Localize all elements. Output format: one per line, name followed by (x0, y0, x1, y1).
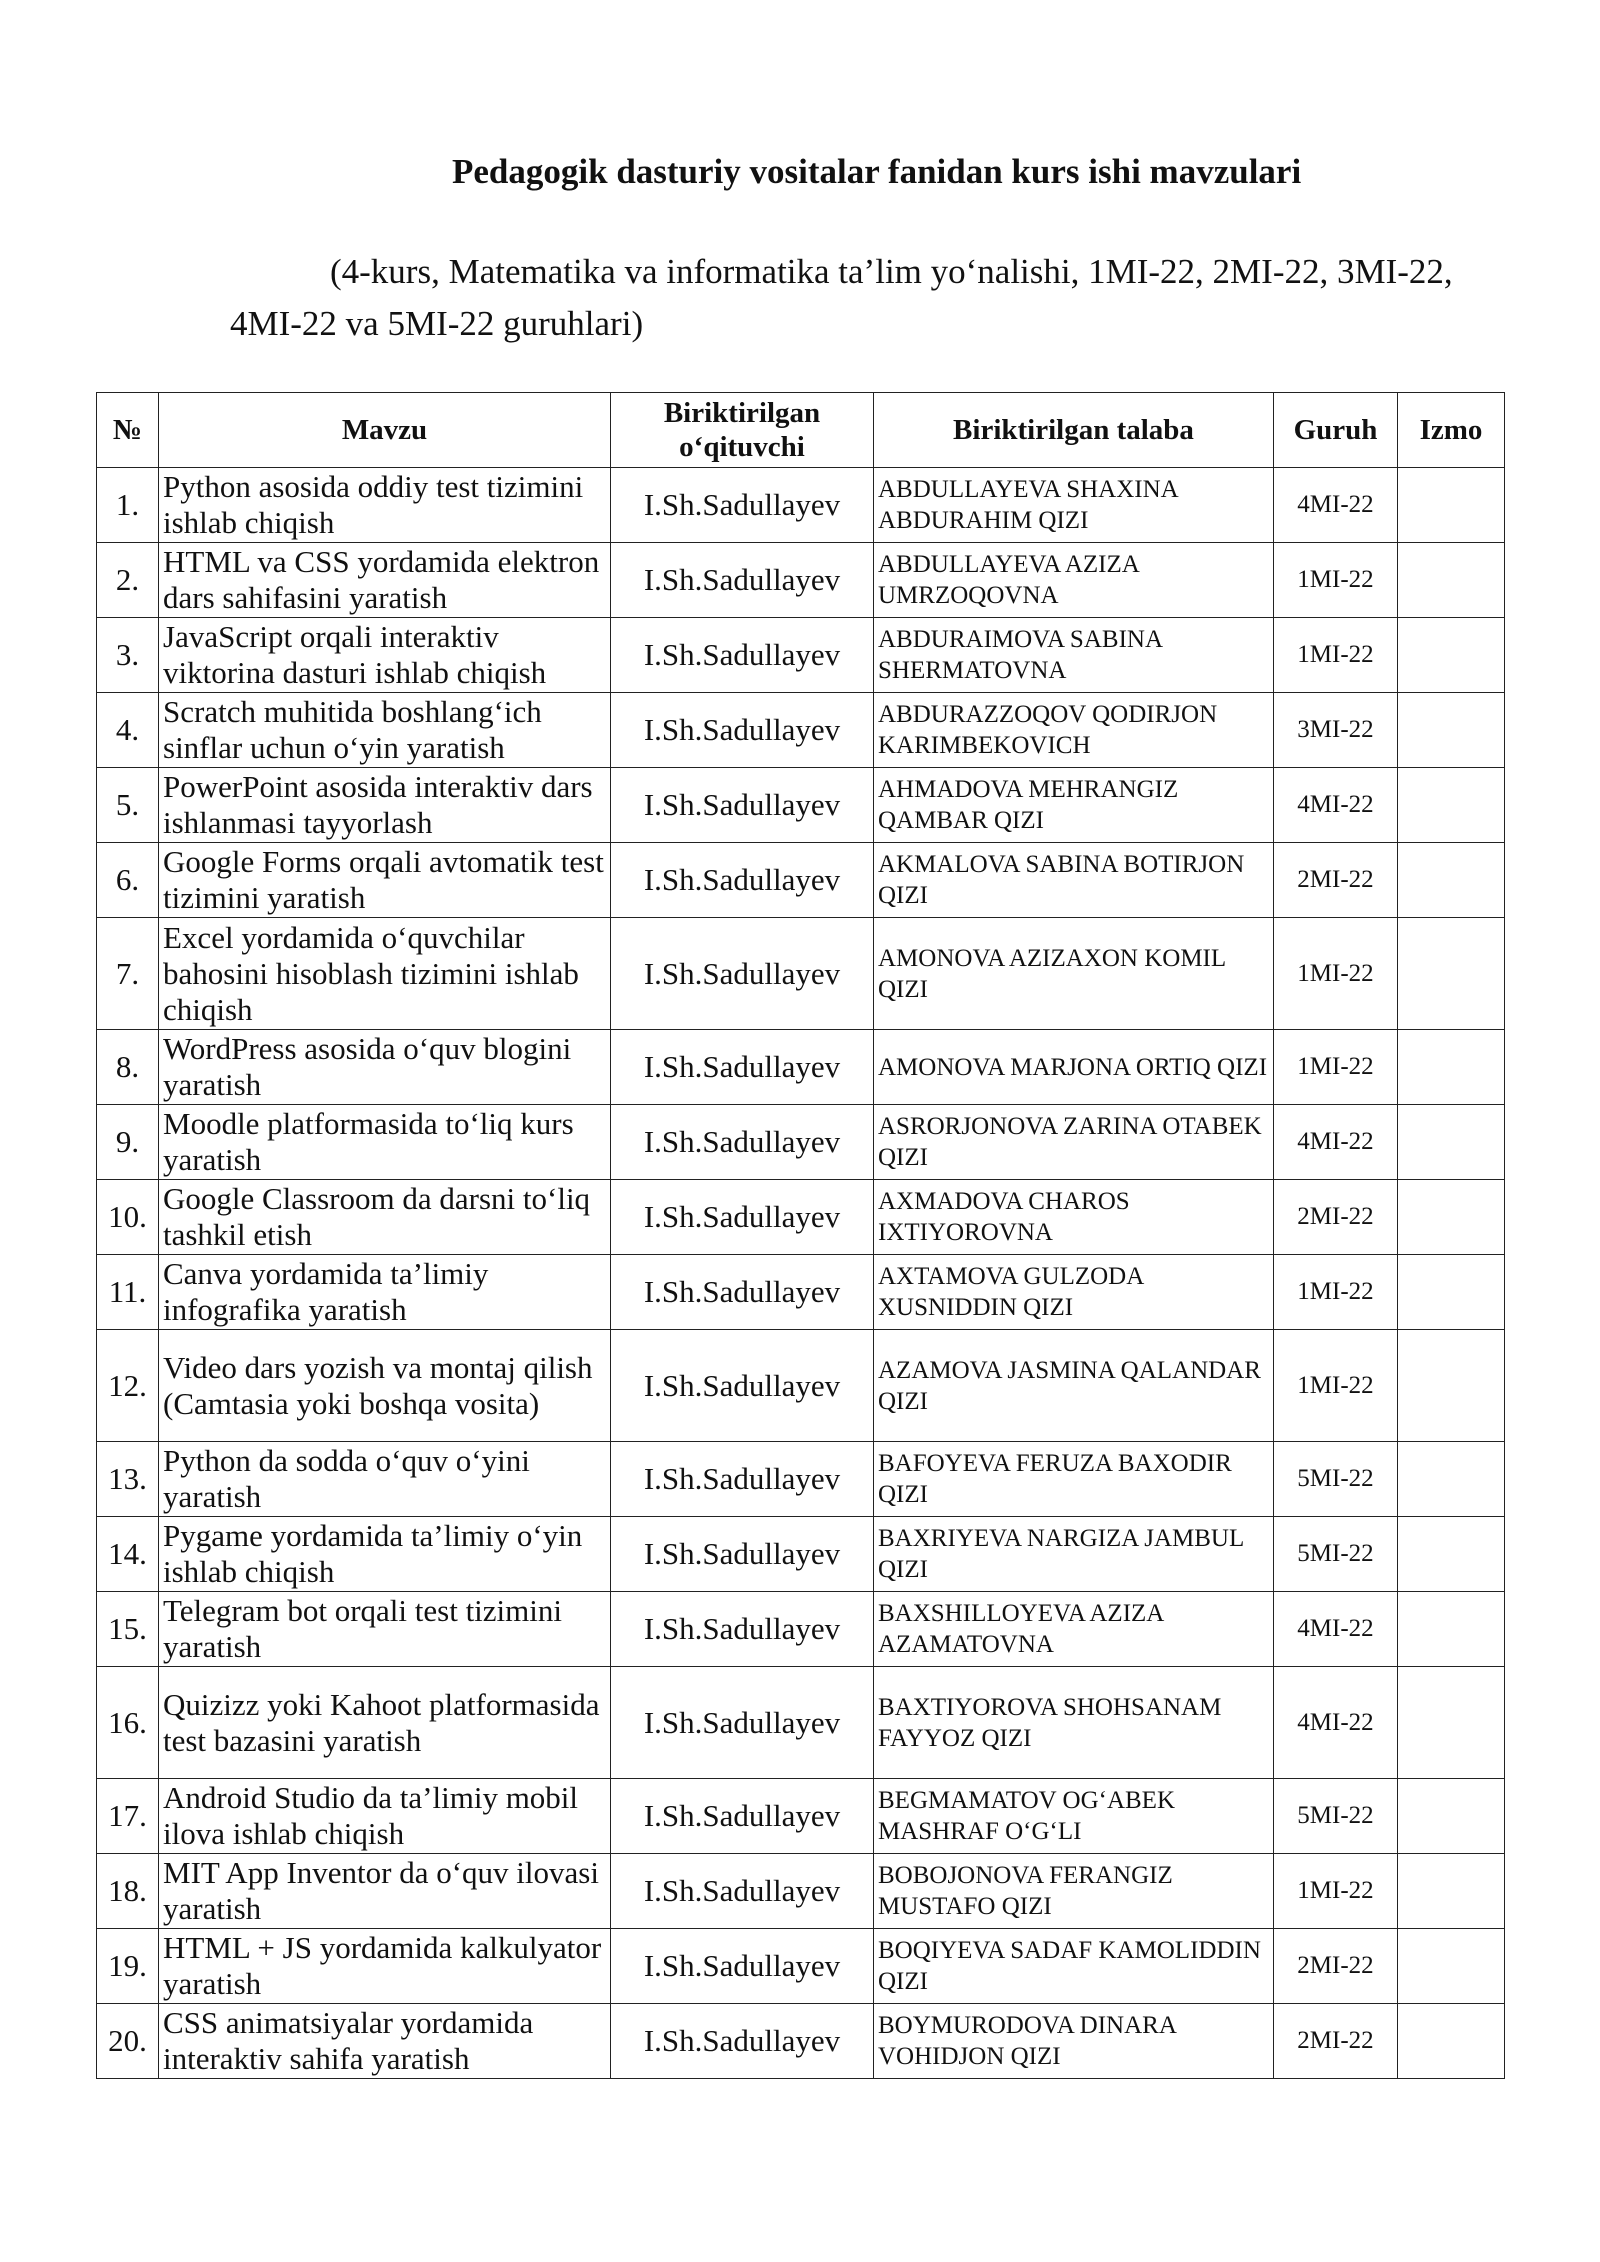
row-note (1398, 618, 1505, 693)
row-number: 4. (97, 693, 159, 768)
table-row (97, 1667, 1505, 1779)
row-number: 5. (97, 768, 159, 843)
row-note (1398, 1667, 1505, 1779)
table-row (97, 2004, 1505, 2079)
row-group: 2MI-22 (1274, 1180, 1398, 1255)
row-student: AMONOVA MARJONA ORTIQ QIZI (874, 1030, 1274, 1105)
row-group: 2MI-22 (1274, 843, 1398, 918)
row-group: 4MI-22 (1274, 468, 1398, 543)
row-group: 1MI-22 (1274, 1030, 1398, 1105)
row-topic: Telegram bot orqali test tizimini yaratish (159, 1592, 611, 1667)
row-note (1398, 1592, 1505, 1667)
row-teacher: I.Sh.Sadullayev (611, 1030, 874, 1105)
row-teacher: I.Sh.Sadullayev (611, 1854, 874, 1929)
row-number: 2. (97, 543, 159, 618)
topics-table (96, 392, 1505, 2079)
row-number: 15. (97, 1592, 159, 1667)
row-note (1398, 1330, 1505, 1442)
header-student: Biriktirilgan talaba (874, 393, 1274, 468)
table-row (97, 1105, 1505, 1180)
row-group: 4MI-22 (1274, 768, 1398, 843)
row-topic: Google Classroom da darsni to‘liq tashkil etish (159, 1180, 611, 1255)
row-group: 2MI-22 (1274, 1929, 1398, 2004)
row-note (1398, 468, 1505, 543)
row-teacher: I.Sh.Sadullayev (611, 1667, 874, 1779)
table-row (97, 1592, 1505, 1667)
row-number: 16. (97, 1667, 159, 1779)
row-topic: HTML + JS yordamida kalkulyator yaratish (159, 1929, 611, 2004)
header-topic: Mavzu (159, 393, 611, 468)
table-row (97, 1929, 1505, 2004)
row-student: BAXSHILLOYEVA AZIZA AZAMATOVNA (874, 1592, 1274, 1667)
row-group: 1MI-22 (1274, 918, 1398, 1030)
row-topic: HTML va CSS yordamida elektron dars sahifasini yaratish (159, 543, 611, 618)
row-number: 10. (97, 1180, 159, 1255)
row-teacher: I.Sh.Sadullayev (611, 1255, 874, 1330)
row-note (1398, 1105, 1505, 1180)
row-group: 4MI-22 (1274, 1105, 1398, 1180)
table-row (97, 693, 1505, 768)
row-note (1398, 1030, 1505, 1105)
table-row (97, 543, 1505, 618)
row-note (1398, 1180, 1505, 1255)
row-group: 4MI-22 (1274, 1592, 1398, 1667)
row-note (1398, 1929, 1505, 2004)
table-row (97, 1854, 1505, 1929)
row-group: 1MI-22 (1274, 543, 1398, 618)
row-teacher: I.Sh.Sadullayev (611, 1442, 874, 1517)
row-teacher: I.Sh.Sadullayev (611, 768, 874, 843)
row-note (1398, 543, 1505, 618)
row-group: 1MI-22 (1274, 1255, 1398, 1330)
row-teacher: I.Sh.Sadullayev (611, 1592, 874, 1667)
row-teacher: I.Sh.Sadullayev (611, 693, 874, 768)
row-teacher: I.Sh.Sadullayev (611, 918, 874, 1030)
row-number: 19. (97, 1929, 159, 2004)
table-row (97, 1442, 1505, 1517)
table-row (97, 1255, 1505, 1330)
row-topic: Google Forms orqali avtomatik test tizimini yaratish (159, 843, 611, 918)
row-number: 18. (97, 1854, 159, 1929)
header-num: № (97, 393, 159, 468)
row-teacher: I.Sh.Sadullayev (611, 1330, 874, 1442)
row-note (1398, 1255, 1505, 1330)
row-student: AXTAMOVA GULZODA XUSNIDDIN QIZI (874, 1255, 1274, 1330)
document-title: Pedagogik dasturiy vositalar fanidan kurs ishi mavzulari (452, 152, 1302, 191)
row-topic: JavaScript orqali interaktiv viktorina dasturi ishlab chiqish (159, 618, 611, 693)
row-student: ABDURAZZOQOV QODIRJON KARIMBEKOVICH (874, 693, 1274, 768)
table-row (97, 768, 1505, 843)
row-student: AZAMOVA JASMINA QALANDAR QIZI (874, 1330, 1274, 1442)
row-topic: Pygame yordamida ta’limiy o‘yin ishlab chiqish (159, 1517, 611, 1592)
table-row (97, 468, 1505, 543)
row-number: 8. (97, 1030, 159, 1105)
row-group: 4MI-22 (1274, 1667, 1398, 1779)
row-student: BOYMURODOVA DINARA VOHIDJON QIZI (874, 2004, 1274, 2079)
row-student: BAFOYEVA FERUZA BAXODIR QIZI (874, 1442, 1274, 1517)
row-number: 14. (97, 1517, 159, 1592)
row-number: 6. (97, 843, 159, 918)
row-topic: Android Studio da ta’limiy mobil ilova ishlab chiqish (159, 1779, 611, 1854)
header-teacher-line2: o‘qituvchi (679, 431, 805, 463)
table-row (97, 1517, 1505, 1592)
row-number: 3. (97, 618, 159, 693)
row-note (1398, 1517, 1505, 1592)
row-student: ASRORJONOVA ZARINA OTABEK QIZI (874, 1105, 1274, 1180)
row-number: 20. (97, 2004, 159, 2079)
row-student: AHMADOVA MEHRANGIZ QAMBAR QIZI (874, 768, 1274, 843)
row-teacher: I.Sh.Sadullayev (611, 1779, 874, 1854)
row-topic: PowerPoint asosida interaktiv dars ishlanmasi tayyorlash (159, 768, 611, 843)
row-student: AMONOVA AZIZAXON KOMIL QIZI (874, 918, 1274, 1030)
table-row (97, 918, 1505, 1030)
row-number: 1. (97, 468, 159, 543)
row-topic: Moodle platformasida to‘liq kurs yaratish (159, 1105, 611, 1180)
table-row (97, 1030, 1505, 1105)
row-student: AXMADOVA CHAROS IXTIYOROVNA (874, 1180, 1274, 1255)
row-student: ABDULLAYEVA SHAXINA ABDURAHIM QIZI (874, 468, 1274, 543)
row-teacher: I.Sh.Sadullayev (611, 1180, 874, 1255)
row-group: 1MI-22 (1274, 618, 1398, 693)
table-row (97, 618, 1505, 693)
row-number: 12. (97, 1330, 159, 1442)
header-group: Guruh (1274, 393, 1398, 468)
row-group: 5MI-22 (1274, 1779, 1398, 1854)
row-teacher: I.Sh.Sadullayev (611, 1929, 874, 2004)
row-topic: CSS animatsiyalar yordamida interaktiv sahifa yaratish (159, 2004, 611, 2079)
row-note (1398, 1854, 1505, 1929)
row-topic: Quizizz yoki Kahoot platformasida test bazasini yaratish (159, 1667, 611, 1779)
row-group: 5MI-22 (1274, 1442, 1398, 1517)
row-group: 1MI-22 (1274, 1854, 1398, 1929)
row-topic: Scratch muhitida boshlang‘ich sinflar uchun o‘yin yaratish (159, 693, 611, 768)
header-teacher (611, 393, 874, 468)
row-teacher: I.Sh.Sadullayev (611, 468, 874, 543)
row-note (1398, 1442, 1505, 1517)
row-topic: WordPress asosida o‘quv blogini yaratish (159, 1030, 611, 1105)
table-row (97, 1330, 1505, 1442)
table-row (97, 1180, 1505, 1255)
row-topic: Canva yordamida ta’limiy infografika yaratish (159, 1255, 611, 1330)
row-topic: Python da sodda o‘quv o‘yini yaratish (159, 1442, 611, 1517)
row-number: 11. (97, 1255, 159, 1330)
row-note (1398, 2004, 1505, 2079)
row-note (1398, 768, 1505, 843)
table-header-row (97, 393, 1505, 468)
document-subtitle: (4-kurs, Matematika va informatika ta’lim yo‘nalishi, 1MI-22, 2MI-22, 3MI-22, 4MI-22 va 5MI-22 guruhlari) (230, 252, 1453, 343)
row-teacher: I.Sh.Sadullayev (611, 543, 874, 618)
row-teacher: I.Sh.Sadullayev (611, 843, 874, 918)
row-number: 17. (97, 1779, 159, 1854)
row-number: 13. (97, 1442, 159, 1517)
row-student: ABDURAIMOVA SABINA SHERMATOVNA (874, 618, 1274, 693)
row-student: AKMALOVA SABINA BOTIRJON QIZI (874, 843, 1274, 918)
table-row (97, 1779, 1505, 1854)
row-teacher: I.Sh.Sadullayev (611, 1517, 874, 1592)
header-note: Izmo (1398, 393, 1505, 468)
row-topic: Video dars yozish va montaj qilish (Camtasia yoki boshqa vosita) (159, 1330, 611, 1442)
table-row (97, 843, 1505, 918)
row-student: BAXRIYEVA NARGIZA JAMBUL QIZI (874, 1517, 1274, 1592)
row-note (1398, 918, 1505, 1030)
row-student: BEGMAMATOV OG‘ABEK MASHRAF O‘G‘LI (874, 1779, 1274, 1854)
row-note (1398, 1779, 1505, 1854)
row-student: BOQIYEVA SADAF KAMOLIDDIN QIZI (874, 1929, 1274, 2004)
row-topic: Python asosida oddiy test tizimini ishlab chiqish (159, 468, 611, 543)
row-note (1398, 693, 1505, 768)
row-student: ABDULLAYEVA AZIZA UMRZOQOVNA (874, 543, 1274, 618)
row-note (1398, 843, 1505, 918)
row-teacher: I.Sh.Sadullayev (611, 1105, 874, 1180)
row-topic: MIT App Inventor da o‘quv ilovasi yaratish (159, 1854, 611, 1929)
row-group: 5MI-22 (1274, 1517, 1398, 1592)
row-teacher: I.Sh.Sadullayev (611, 618, 874, 693)
row-student: BOBOJONOVA FERANGIZ MUSTAFO QIZI (874, 1854, 1274, 1929)
row-number: 9. (97, 1105, 159, 1180)
row-student: BAXTIYOROVA SHOHSANAM FAYYOZ QIZI (874, 1667, 1274, 1779)
row-group: 3MI-22 (1274, 693, 1398, 768)
row-group: 1MI-22 (1274, 1330, 1398, 1442)
row-number: 7. (97, 918, 159, 1030)
header-teacher-line1: Biriktirilgan (663, 397, 821, 429)
row-group: 2MI-22 (1274, 2004, 1398, 2079)
row-teacher: I.Sh.Sadullayev (611, 2004, 874, 2079)
row-topic: Excel yordamida o‘quvchilar bahosini hisoblash tizimini ishlab chiqish (159, 918, 611, 1030)
